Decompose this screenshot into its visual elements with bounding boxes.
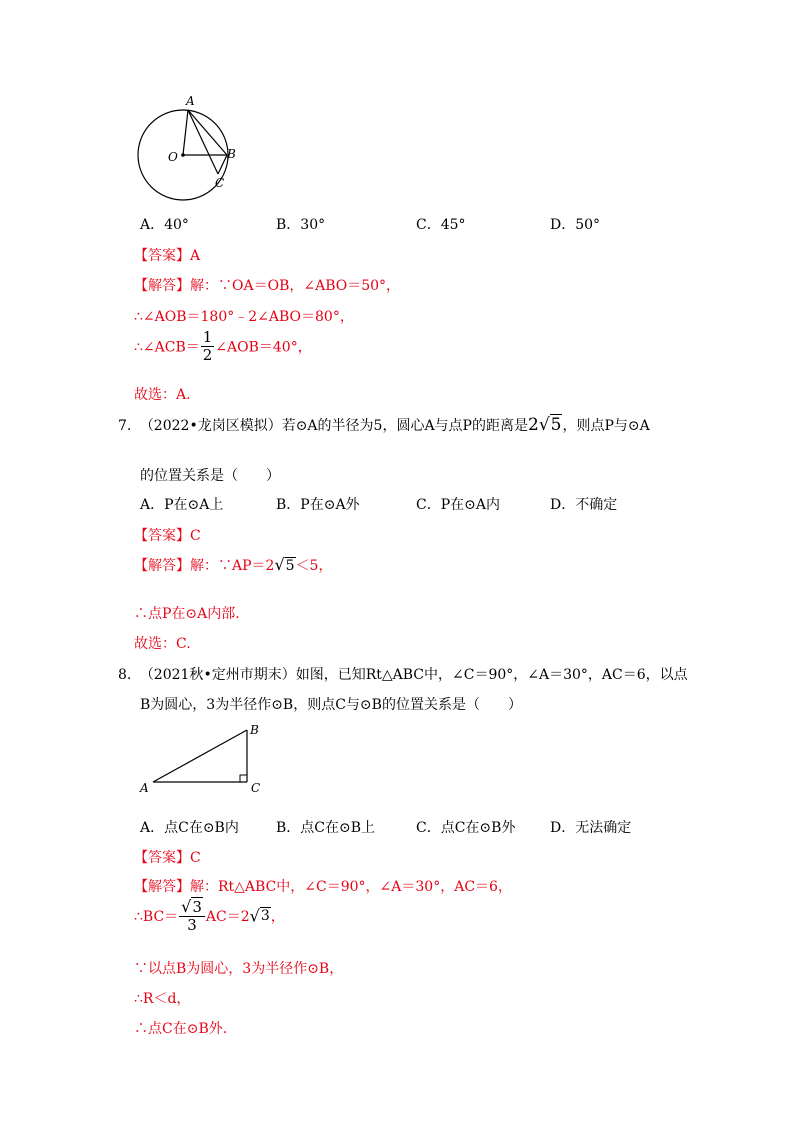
q7-option-d: D．不确定 <box>550 497 618 513</box>
solution-pre: 解：∵AP＝2 <box>190 558 275 574</box>
q8-solution-line1 <box>134 876 512 896</box>
q8-number: 8. <box>118 667 132 683</box>
label-C: C <box>215 176 225 190</box>
q6-answer <box>134 245 200 265</box>
fraction-denominator: 3 <box>187 916 197 934</box>
q7-option-a: A．P在⊙A上 <box>140 497 224 513</box>
answer-value: C <box>190 528 201 544</box>
q6-option-c: C．45° <box>416 217 466 233</box>
label-O: O <box>168 150 178 164</box>
q8-stem-a: 如图，已知Rt△ABC中，∠C＝90°，∠A＝30°，AC＝6，以点 <box>295 667 688 683</box>
line3-pre: ∴∠ACB＝ <box>134 339 200 356</box>
q8-option-b: B．点C在⊙B上 <box>276 820 376 836</box>
q8-option-d: D．无法确定 <box>550 820 632 836</box>
radical-2-root-5: 2√5 <box>527 415 562 435</box>
sqrt-sign: √ <box>274 555 285 574</box>
q6-solution-line2: ∴∠AOB＝180°﹣2∠ABO＝80°， <box>134 309 354 325</box>
q7-source: （2022•龙岗区模拟） <box>139 418 282 434</box>
fraction-numerator <box>179 899 205 917</box>
q7-solution-line1 <box>134 555 332 575</box>
solution-tag: 【解答】 <box>134 558 190 574</box>
answer-value: A <box>190 248 201 264</box>
line2-post: ， <box>270 909 285 925</box>
q8-option-c: C．点C在⊙B外 <box>416 820 516 836</box>
q8-solution-line4: ∴R＜d， <box>134 991 191 1007</box>
line2-pre: ∴BC＝ <box>134 909 179 925</box>
fraction-denominator: 2 <box>202 346 213 364</box>
q7-stem-b: ，则点P与⊙A <box>562 418 650 434</box>
segment-AB <box>153 730 247 782</box>
q8-answer <box>134 847 201 867</box>
q7-conclusion: 故选：C. <box>134 636 191 652</box>
fraction-root3-over-3 <box>179 899 205 933</box>
q6-conclusion: 故选：A. <box>134 387 191 403</box>
q7-solution-line2: ∴点P在⊙A内部. <box>134 606 240 622</box>
right-angle-mark <box>240 775 247 782</box>
q8-stem-line1 <box>118 664 688 684</box>
answer-tag: 【答案】 <box>134 528 190 544</box>
label-A: A <box>186 94 195 108</box>
segment-BC <box>218 155 227 174</box>
q8-solution-line3: ∵以点B为圆心，3为半径作⊙B， <box>134 961 344 977</box>
radicand: 3 <box>192 898 202 916</box>
answer-tag: 【答案】 <box>134 850 190 866</box>
q6-solution-line3 <box>134 330 312 363</box>
point-O <box>181 153 185 157</box>
q7-option-c: C．P在⊙A内 <box>416 497 500 513</box>
solution-tag: 【解答】 <box>134 879 190 895</box>
label-B: B <box>227 147 236 161</box>
radicand: 3 <box>260 908 270 924</box>
line3-post: ∠AOB＝40°， <box>215 339 312 356</box>
radical-coefficient: 2 <box>527 415 539 435</box>
q7-option-b: B．P在⊙A外 <box>276 497 360 513</box>
q7-stem-a: 若⊙A的半径为5，圆心A与点P的距离是 <box>281 418 528 434</box>
q7-stem-line2: 的位置关系是（ ） <box>140 468 280 484</box>
answer-value: C <box>190 850 201 866</box>
solution-text: 解：Rt△ABC中，∠C＝90°，∠A＝30°，AC＝6， <box>190 879 512 895</box>
label-C: C <box>251 781 261 795</box>
solution-post: ＜5， <box>295 558 333 574</box>
triangle-figure <box>138 720 278 800</box>
radicand: 5 <box>550 415 562 435</box>
solution-text: 解：∵OA＝OB，∠ABO＝50°， <box>190 278 401 294</box>
q8-option-a: A．点C在⊙B内 <box>140 820 239 836</box>
fraction-one-half <box>201 330 215 363</box>
q7-number: 7. <box>118 418 132 434</box>
line2-mid: AC＝2 <box>205 909 250 925</box>
segment-OA <box>183 110 188 155</box>
circle-figure <box>130 92 250 202</box>
solution-tag: 【解答】 <box>134 278 190 294</box>
segment-AC <box>188 110 218 174</box>
q7-stem-line1 <box>118 415 650 435</box>
label-B: B <box>250 723 259 737</box>
sqrt-sign: √ <box>181 897 192 916</box>
answer-tag: 【答案】 <box>134 248 190 264</box>
sqrt-sign: √ <box>249 906 260 926</box>
radicand: 5 <box>285 558 295 574</box>
q8-solution-line2 <box>134 899 285 933</box>
q6-option-b: B．30° <box>276 217 326 233</box>
q8-source: （2021秋•定州市期末） <box>139 667 296 683</box>
q6-option-d: D．50° <box>550 217 601 233</box>
q8-stem-line2: B为圆心，3为半径作⊙B，则点C与⊙B的位置关系是（ ） <box>140 697 522 713</box>
q6-option-a: A．40° <box>140 217 189 233</box>
label-A: A <box>140 781 149 795</box>
q6-solution-line1 <box>134 275 400 295</box>
q7-answer <box>134 525 201 545</box>
fraction-numerator: 1 <box>202 328 213 346</box>
q8-solution-line5: ∴点C在⊙B外. <box>134 1021 228 1037</box>
